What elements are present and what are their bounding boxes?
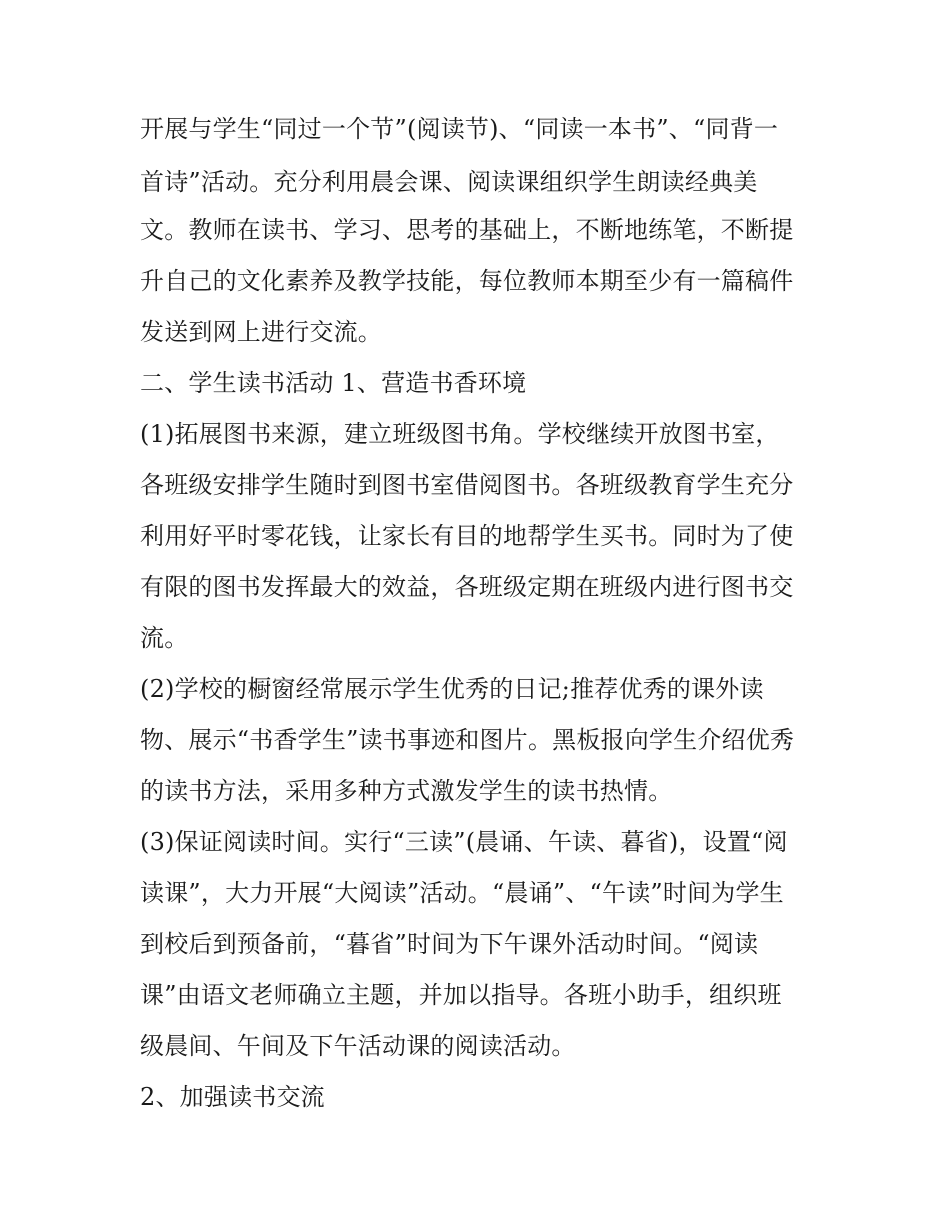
text-line: 流。	[140, 624, 189, 652]
text-line: 物、展示“书香学生”读书事迹和图片。黑板报向学生介绍优秀	[140, 726, 795, 754]
text-line: 文。教师在读书、学习、思考的基础上，不断地练笔，不断提	[140, 216, 794, 244]
text-line: 首诗”活动。充分利用晨会课、阅读课组织学生朗读经典美	[140, 168, 758, 196]
text-line: 开展与学生“同过一个节”(阅读节)、“同读一本书”、“同背一	[140, 115, 779, 143]
text-line: (1)拓展图书来源，建立班级图书角。学校继续开放图书室，	[140, 420, 780, 448]
text-line: 发送到网上进行交流。	[140, 318, 382, 346]
text-line: 利用好平时零花钱，让家长有目的地帮学生买书。同时为了使	[140, 522, 794, 550]
section-heading: 二、学生读书活动 1、营造书香环境	[140, 369, 527, 397]
text-line: (2)学校的橱窗经常展示学生优秀的日记;推荐优秀的课外读	[140, 675, 764, 703]
text-line: 各班级安排学生随时到图书室借阅图书。各班级教育学生充分	[140, 471, 794, 499]
text-line: (3)保证阅读时间。实行“三读”(晨诵、午读、暮省)，设置“阅	[140, 828, 788, 856]
text-line: 到校后到预备前，“暮省”时间为下午课外活动时间。“阅读	[140, 930, 759, 958]
text-line: 级晨间、午间及下午活动课的阅读活动。	[140, 1032, 576, 1060]
text-line: 的读书方法，采用多种方式激发学生的读书热情。	[140, 777, 673, 805]
text-line: 有限的图书发挥最大的效益，各班级定期在班级内进行图书交	[140, 573, 794, 601]
text-line: 升自己的文化素养及教学技能，每位教师本期至少有一篇稿件	[140, 267, 794, 295]
section-heading: 2、加强读书交流	[140, 1083, 325, 1111]
text-line: 读课”，大力开展“大阅读”活动。“晨诵”、“午读”时间为学生	[140, 879, 784, 907]
text-line: 课”由语文老师确立主题，并加以指导。各班小助手，组织班	[140, 981, 782, 1009]
